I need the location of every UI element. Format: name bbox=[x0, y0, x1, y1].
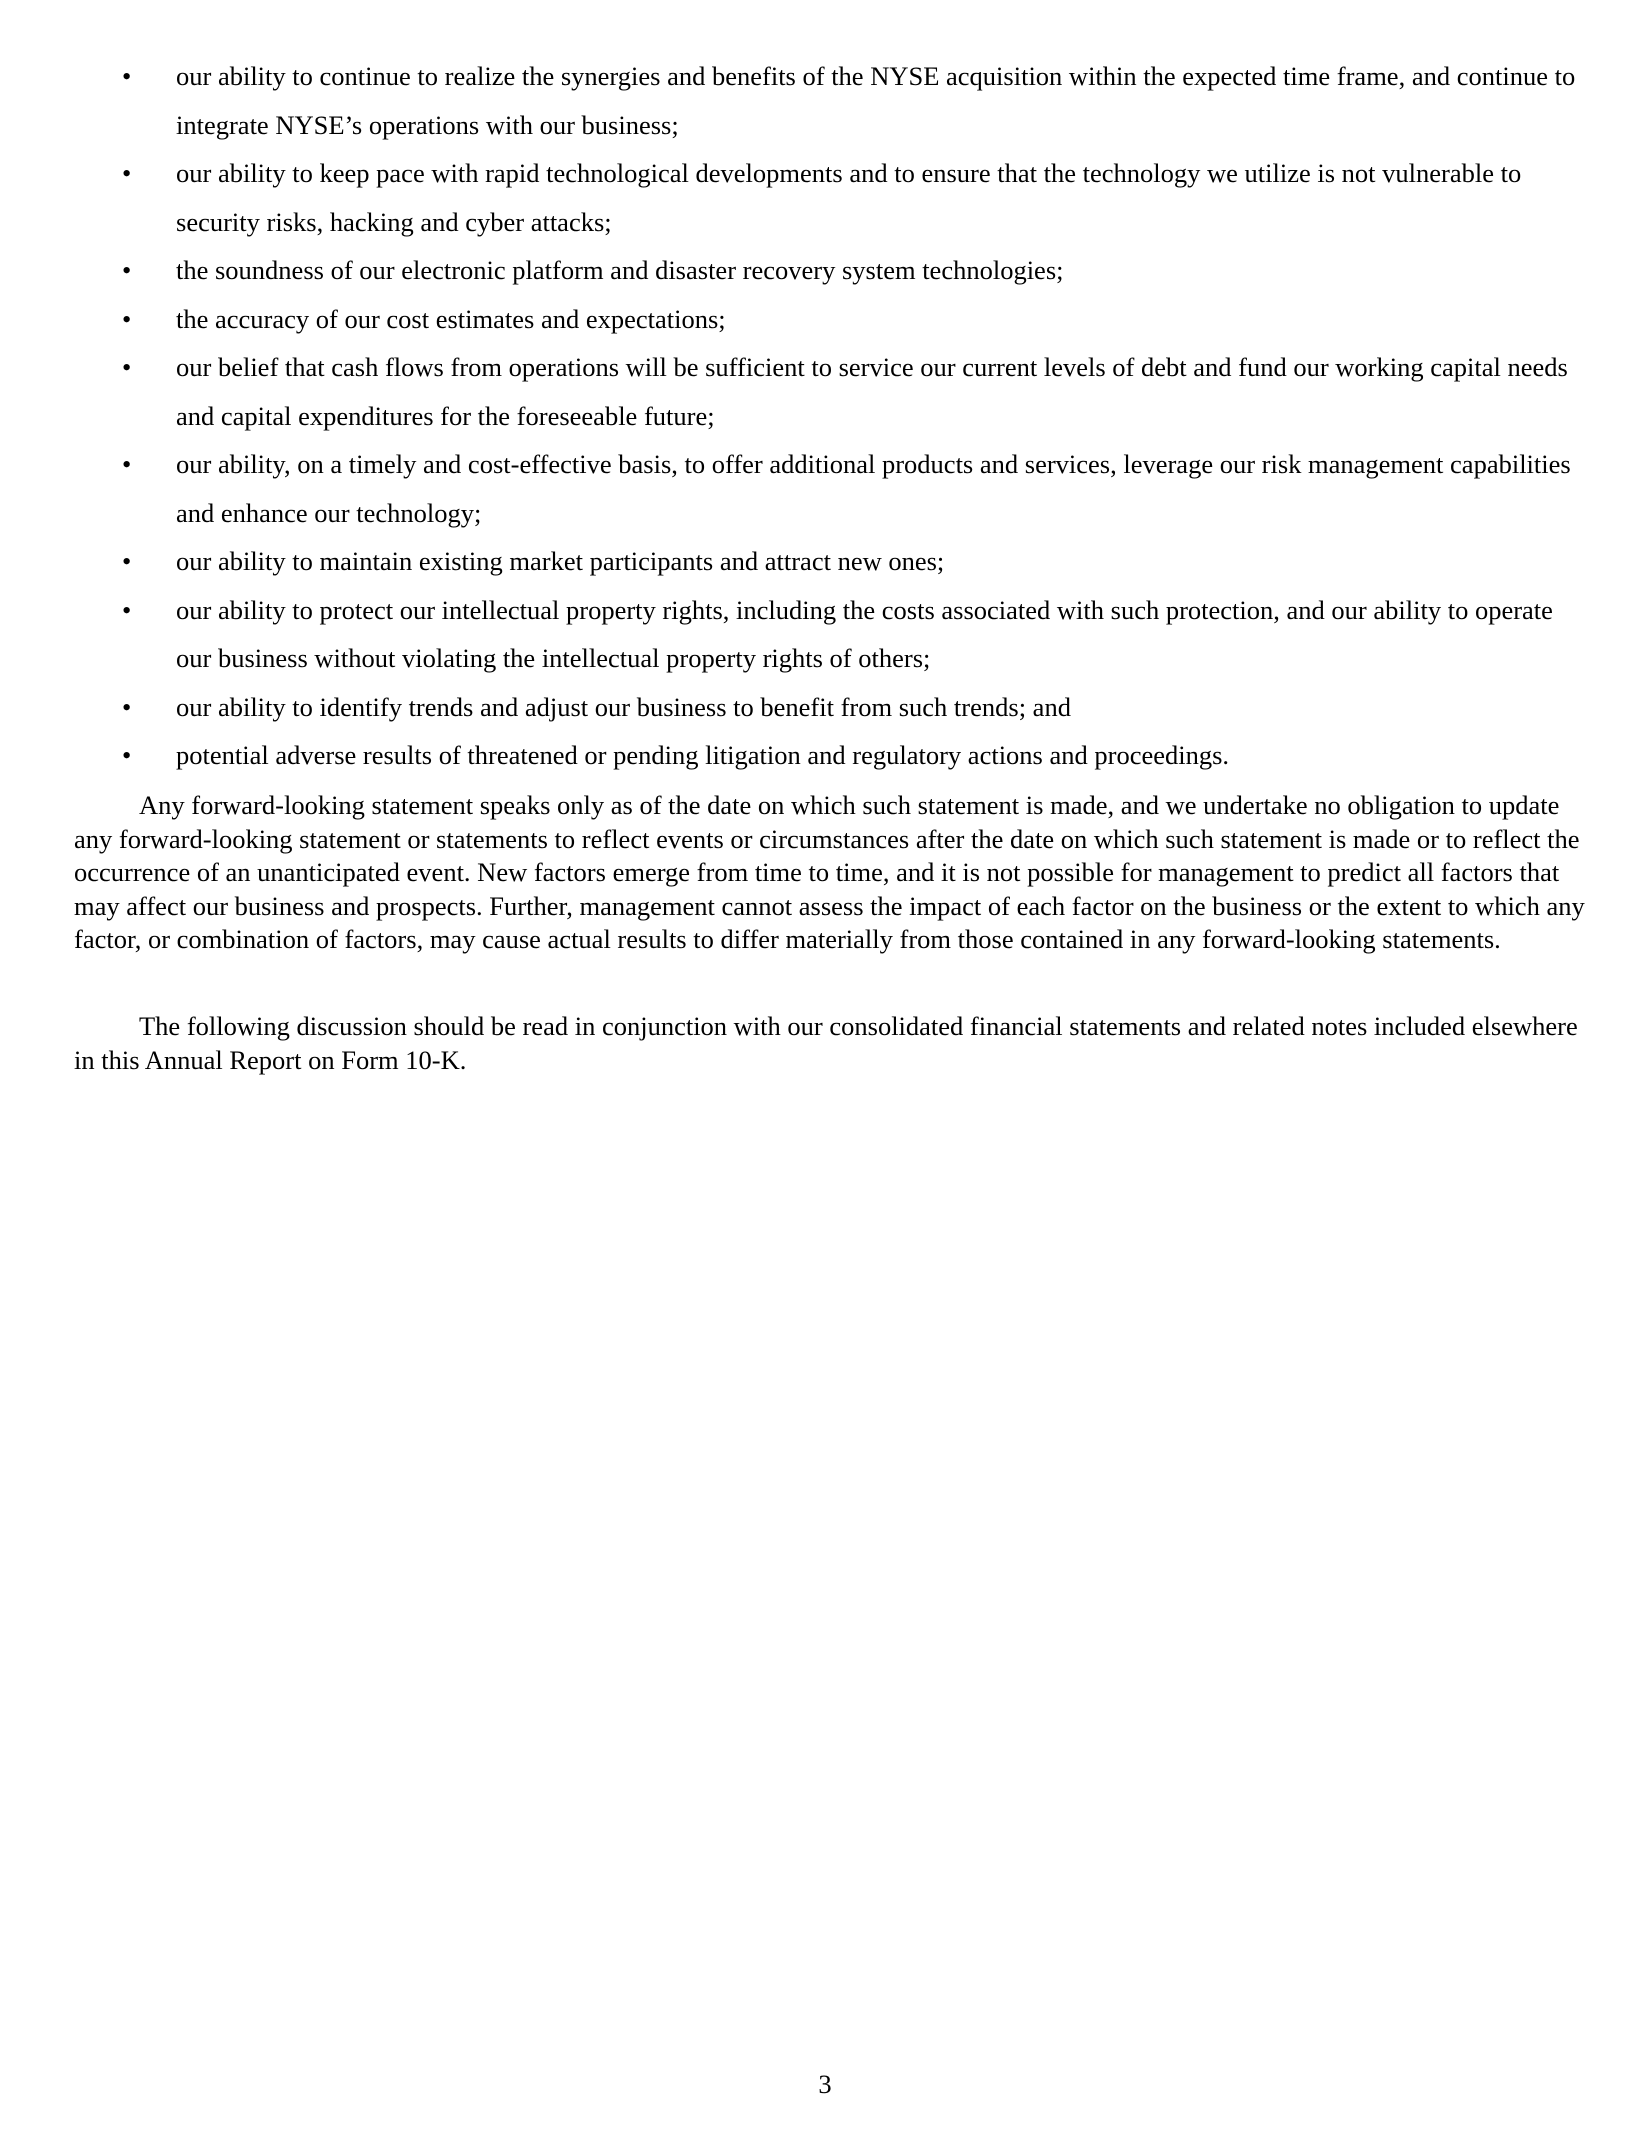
bullet-marker: • bbox=[122, 546, 132, 576]
bullet-text: our ability, on a timely and cost-effective basis, to offer additional products and services, leverage our risk management capabilities and enhance our technology; bbox=[176, 449, 1571, 528]
bullet-marker: • bbox=[122, 255, 132, 285]
forward-looking-paragraph: Any forward-looking statement speaks only as of the date on which such statement is made, and we undertake no obligation to update any forward-looking statement or statements to reflect events or circumstances after the date on which such statement is made or to reflect the occurrence of an unanticipated event. New factors emerge from time to time, and it is not possible for management to predict all factors that may affect our business and prospects. Further, management cannot assess the impact of each factor on the business or the extent to which any factor, or combination of factors, may cause actual results to differ materially from those contained in any forward-looking statements. bbox=[74, 790, 1585, 955]
bullet-marker: • bbox=[122, 352, 132, 382]
bullet-marker: • bbox=[122, 449, 132, 479]
bullet-marker: • bbox=[122, 740, 132, 770]
bullet-item bbox=[0, 537, 1650, 586]
bullet-text: our ability to protect our intellectual property rights, including the costs associated with such protection, and our ability to operate our business without violating the intellectual property rights of others; bbox=[176, 594, 1553, 673]
bullet-text: potential adverse results of threatened or pending litigation and regulatory actions and proceedings. bbox=[176, 740, 1230, 770]
bullet-text: our ability to keep pace with rapid technological developments and to ensure that the technology we utilize is not vulnerable to security risks, hacking and cyber attacks; bbox=[176, 158, 1522, 237]
bullet-text: our ability to maintain existing market participants and attract new ones; bbox=[176, 546, 945, 576]
bullet-marker: • bbox=[122, 303, 132, 334]
page-number: 3 bbox=[818, 2069, 832, 2099]
bullet-item bbox=[0, 440, 1650, 537]
bullet-text: our belief that cash flows from operations will be sufficient to service our current levels of debt and fund our working capital needs and capital expenditures for the foreseeable future; bbox=[176, 352, 1568, 431]
bullet-marker: • bbox=[122, 691, 132, 722]
bullet-item bbox=[0, 586, 1650, 683]
discussion-paragraph: The following discussion should be read in conjunction with our consolidated financial statements and related notes included elsewhere in this Annual Report on Form 10-K. bbox=[74, 1011, 1578, 1075]
bullet-item bbox=[0, 149, 1650, 246]
bullet-marker: • bbox=[122, 61, 132, 91]
bullet-marker: • bbox=[122, 594, 132, 625]
bullet-item bbox=[0, 295, 1650, 344]
bullet-item bbox=[0, 52, 1650, 149]
bullet-text: the soundness of our electronic platform and disaster recovery system technologies; bbox=[176, 255, 1064, 285]
bullet-item bbox=[0, 246, 1650, 295]
bullet-marker: • bbox=[122, 158, 132, 188]
risk-factor-bullet-list bbox=[0, 52, 1650, 780]
bullet-item bbox=[0, 683, 1650, 732]
bullet-item bbox=[0, 731, 1650, 780]
bullet-text: our ability to continue to realize the synergies and benefits of the NYSE acquisition within the expected time frame, and continue to integrate NYSE’s operations with our business; bbox=[176, 61, 1576, 140]
bullet-text: our ability to identify trends and adjust our business to benefit from such trends; and bbox=[176, 691, 1071, 722]
bullet-item bbox=[0, 343, 1650, 440]
bullet-text: the accuracy of our cost estimates and expectations; bbox=[176, 303, 726, 334]
